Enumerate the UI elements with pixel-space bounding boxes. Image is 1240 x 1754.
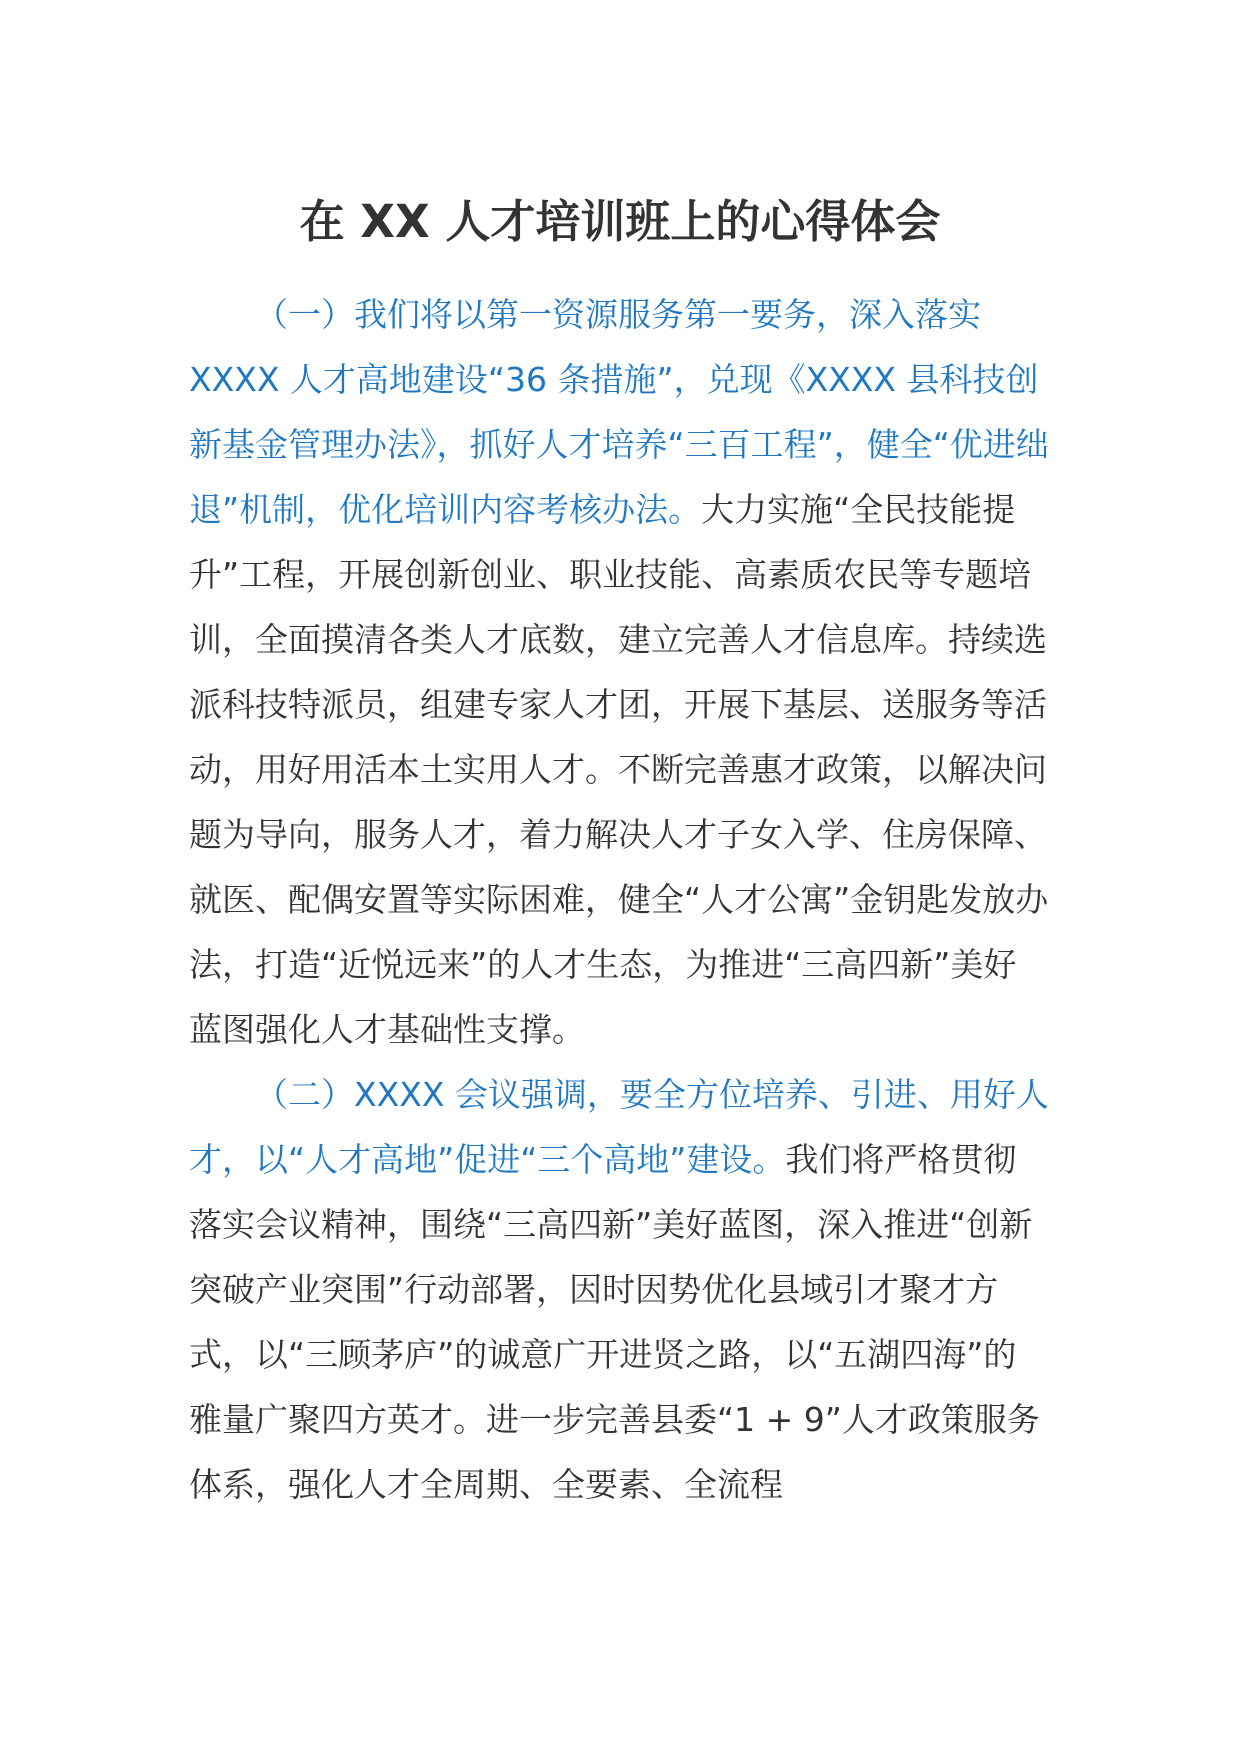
document-body <box>189 282 1049 1517</box>
document-title: 在 XX 人才培训班上的心得体会 <box>299 195 941 248</box>
paragraph-2 <box>189 1062 1049 1517</box>
paragraph-1-highlight: （一）我们将以第一资源服务第一要务，深入落实 XXXX 人才高地建设“36 条措施”，兑现《XXXX 县科技创新基金管理办法》，抓好人才培养“三百工程”，健全“优进绌退”机制，优化培训内容考核办法。 <box>189 295 1049 529</box>
paragraph-2-text: 我们将严格贯彻落实会议精神，围绕“三高四新”美好蓝图，深入推进“创新突破产业突围”行动部署，因时因势优化县域引才聚才方式，以“三顾茅庐”的诚意广开进贤之路，以“五湖四海”的雅量广聚四方英才。进一步完善县委“1 + 9”人才政策服务体系，强化人才全周期、全要素、全流程 <box>189 1140 1040 1504</box>
paragraph-2-highlight: （二）XXXX 会议强调，要全方位培养、引进、用好人才，以“人才高地”促进“三个高地”建设。 <box>189 1075 1049 1179</box>
paragraph-1 <box>189 282 1049 1062</box>
paragraph-1-text: 大力实施“全民技能提升”工程，开展创新创业、职业技能、高素质农民等专题培训，全面摸清各类人才底数，建立完善人才信息库。持续选派科技特派员，组建专家人才团，开展下基层、送服务等活动，用好用活本土实用人才。不断完善惠才政策，以解决问题为导向，服务人才，着力解决人才子女入学、住房保障、就医、配偶安置等实际困难，健全“人才公寓”金钥匙发放办法，打造“近悦远来”的人才生态，为推进“三高四新”美好蓝图强化人才基础性支撑。 <box>189 490 1049 1049</box>
